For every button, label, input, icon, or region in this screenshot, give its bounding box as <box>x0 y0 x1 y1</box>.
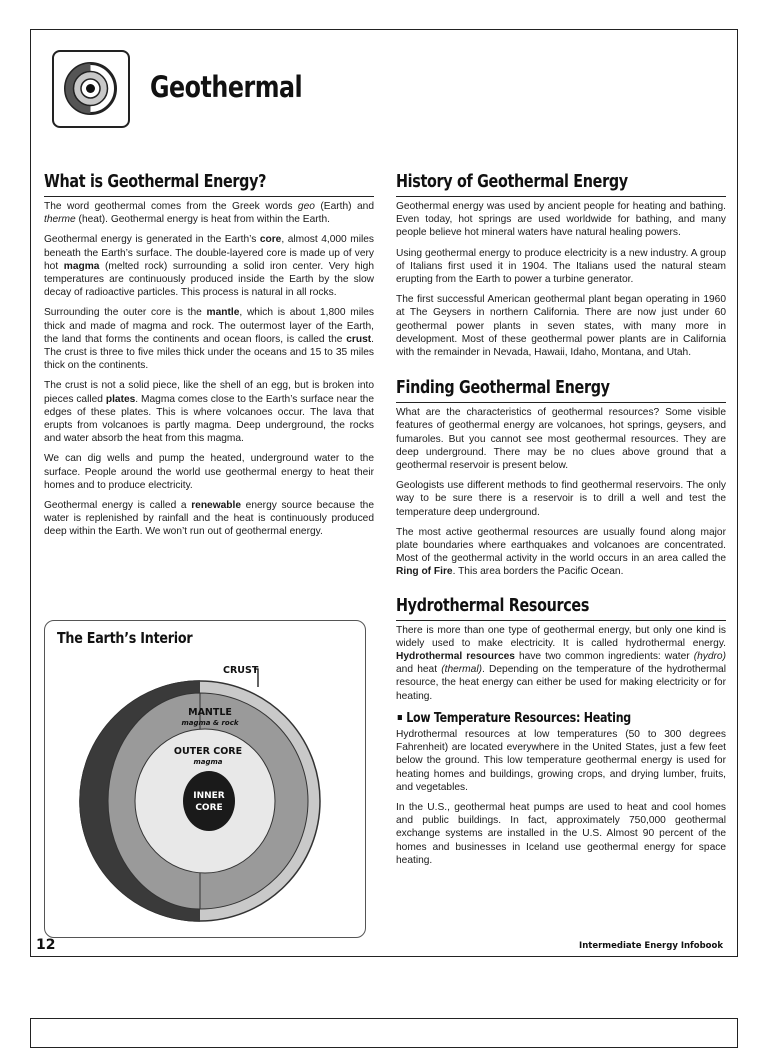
paragraph-intro: The word geothermal comes from the Greek words geo (Earth) and therme (heat). Geothermal energy is heat from within the Earth. <box>44 201 374 226</box>
heading-rule <box>396 620 726 621</box>
right-column <box>396 171 726 874</box>
paragraph-hydro-3: In the U.S., geothermal heat pumps are used to heat and cool homes and public buildings. In fact, approximately 750,000 geothermal exchange systems are installed in the U.S. Almost 90 percent of the homes and businesses in Iceland use geothermal energy for space heating. <box>396 801 726 866</box>
paragraph-plates: The crust is not a solid piece, like the shell of an egg, but is broken into pieces called plates. Magma comes close to the Earth’s surface near the edges of these plates. This is where volcanoes occur. The lava that erupts from volcanoes is partly magma. Deep underground, the rocks and water absorb the heat from this magma. <box>44 380 374 445</box>
paragraph-history-2: Using geothermal energy to produce electricity is a new industry. A group of Italians first used it in 1904. The Italians used the natural steam erupting from the Earth to power a turbine generator. <box>396 247 726 286</box>
next-page-frame <box>30 1018 738 1048</box>
bullet-icon <box>398 715 402 720</box>
paragraph-finding-3: The most active geothermal resources are usually found along major plate boundaries where earthquakes and volcanoes are concentrated. Most of the geothermal activity in the world occurs in an area called the Ring of Fire. This area borders the Pacific Ocean. <box>396 526 726 578</box>
paragraph-hydro-2: Hydrothermal resources at low temperatures (50 to 300 degrees Fahrenheit) are located everywhere in the United States, just a few feet below the ground. This low temperature geothermal energy is used for heating homes and buildings, growing crops, and drying lumber, fruits, and vegetables. <box>396 728 726 793</box>
paragraph-finding-2: Geologists use different methods to find geothermal reservoirs. The only way to be sure there is a reservoir is to drill a well and test the temperature deep underground. <box>396 480 726 518</box>
earth-interior-diagram <box>44 620 366 938</box>
footer-title: Intermediate Energy Infobook <box>579 941 723 951</box>
paragraph-renewable: Geothermal energy is called a renewable energy source because the water is replenished by rainfall and the heat is continuously produced deep within the Earth. We won’t run out of geothermal energy. <box>44 500 374 538</box>
earth-interior-graphic <box>45 621 365 937</box>
left-column <box>44 171 374 546</box>
heading-rule <box>396 402 726 403</box>
diagram-title: The Earth’s Interior <box>57 629 193 647</box>
label-crust: CRUST <box>223 665 259 676</box>
heading-hydrothermal: Hydrothermal Resources <box>396 595 590 616</box>
heading-finding: Finding Geothermal Energy <box>396 378 610 399</box>
inner-core-layer <box>183 771 235 831</box>
paragraph-history-3: The first successful American geothermal plant began operating in 1960 at The Geysers in northern California. There are now just under 60 geothermal power plants in seven states, with many more in development. Most of these geothermal power plants are in California with the remainder in Nevada, Hawaii, Idaho, Montana, and Utah. <box>396 294 726 359</box>
page-number: 12 <box>36 937 56 953</box>
paragraph-hydro-1: There is more than one type of geothermal energy, but only one kind is widely used to make electricity. It is called hydrothermal energy. Hydrothermal resources have two common ingredients: water (hydro) and heat (thermal). Depending on the temperature of the hydrothermal resource, the heat energy can either be used for making electricity or for heating. <box>396 624 726 702</box>
paragraph-core: Geothermal energy is generated in the Earth’s core, almost 4,000 miles beneath the Earth’s surface. The double-layered core is made up of very hot magma (melted rock) surrounding a solid iron center. Very high temperatures are continuously produced inside the Earth by the slow decay of radioactive particles. This process is natural in all rocks. <box>44 234 375 299</box>
subheading-low-temperature: Low Temperature Resources: Heating <box>396 710 677 727</box>
paragraph-history-1: Geothermal energy was used by ancient people for heating and bathing. Even today, hot springs are used worldwide for bathing, and many people believe hot mineral waters have natural healing powers. <box>396 201 726 239</box>
heading-rule <box>44 196 374 197</box>
heading-rule <box>396 196 726 197</box>
heading-history: History of Geothermal Energy <box>396 172 628 192</box>
page-title: Geothermal <box>150 70 303 104</box>
earth-cross-section-icon <box>52 50 130 128</box>
paragraph-wells: We can dig wells and pump the heated, underground water to the surface. People around the world use geothermal energy to heat their homes and to produce electricity. <box>44 453 374 491</box>
earth-icon-graphic <box>54 52 127 125</box>
heading-what-is-geothermal: What is Geothermal Energy? <box>44 172 267 192</box>
paragraph-mantle: Surrounding the outer core is the mantle, which is about 1,800 miles thick and made of magma and rock. The outermost layer of the Earth, the land that forms the continents and ocean floors, is called the crust. The crust is three to five miles thick under the oceans and 15 to 35 miles thick on the continents. <box>44 307 374 372</box>
label-mantle-sub: magma & rock <box>181 719 239 727</box>
label-inner-core-2: CORE <box>195 803 223 813</box>
label-outer-core: OUTER CORE <box>173 746 243 757</box>
label-outer-core-sub: magma <box>193 758 223 766</box>
label-inner-core-1: INNER <box>193 791 225 801</box>
label-mantle: MANTLE <box>188 707 232 718</box>
paragraph-finding-1: What are the characteristics of geothermal resources? Some visible features of geothermal energy are volcanoes, hot springs, geysers, and fumaroles. But you cannot see most geothermal resources. They are deep underground. There may be no clues above ground that a geothermal reservoir is present below. <box>396 407 726 472</box>
